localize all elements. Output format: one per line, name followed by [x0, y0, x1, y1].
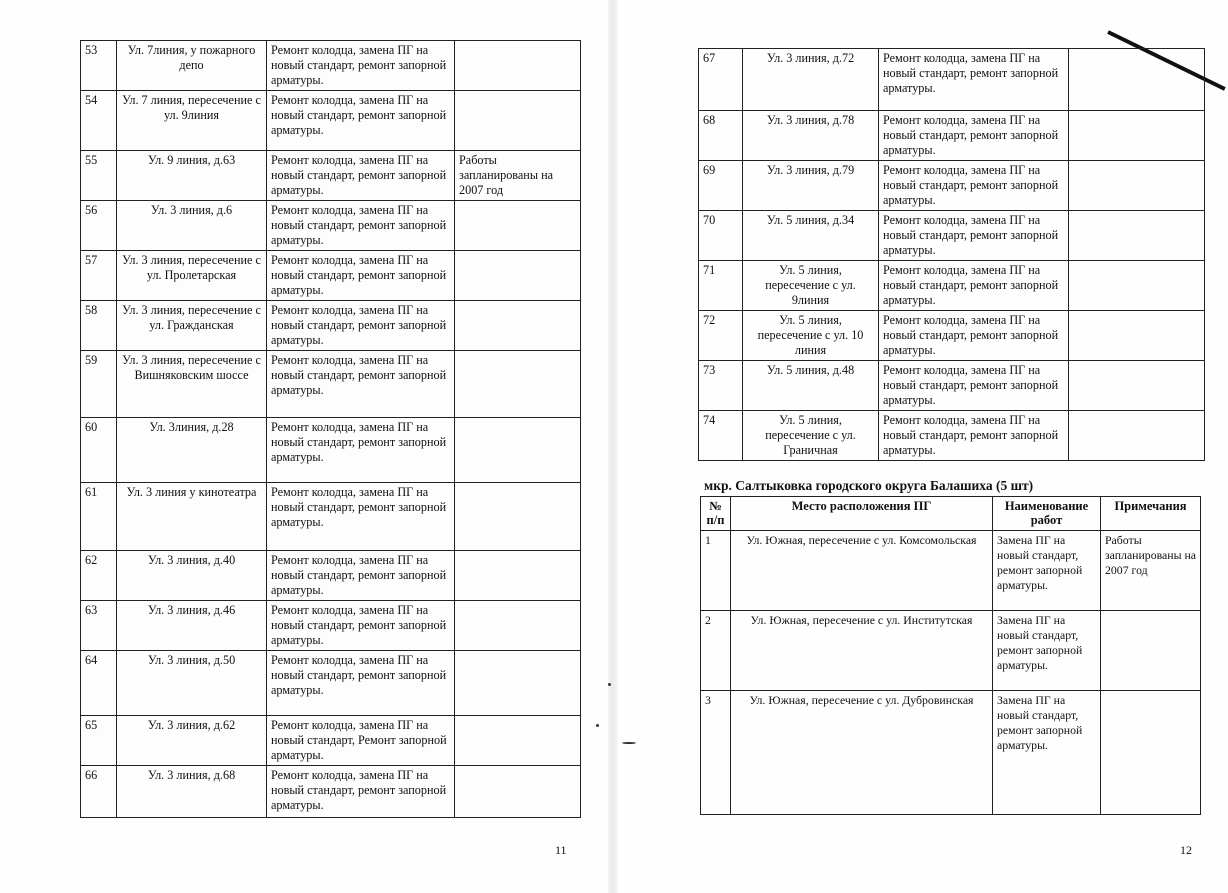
row-note: [455, 91, 581, 151]
row-note: [1069, 311, 1205, 361]
table-row: [699, 361, 1205, 411]
table-row: [701, 531, 1201, 611]
row-note: [455, 418, 581, 483]
row-number: 74: [699, 411, 743, 461]
row-location: Ул. 3 линия, д.46: [117, 601, 267, 651]
row-note: Работы запланированы на 2007 год: [455, 151, 581, 201]
table-row: [699, 161, 1205, 211]
table-row: [81, 41, 581, 91]
table-row: [81, 601, 581, 651]
row-number: 3: [701, 691, 731, 815]
header-work: Наименование работ: [993, 497, 1101, 531]
row-number: 1: [701, 531, 731, 611]
row-work: Ремонт колодца, замена ПГ на новый стандарт, ремонт запорной арматуры.: [879, 261, 1069, 311]
row-location: Ул. Южная, пересечение с ул. Комсомольская: [731, 531, 993, 611]
row-location: Ул. 5 линия, д.34: [743, 211, 879, 261]
row-work: Ремонт колодца, замена ПГ на новый стандарт, ремонт запорной арматуры.: [267, 91, 455, 151]
row-location: Ул. 5 линия, пересечение с ул. 9линия: [743, 261, 879, 311]
row-work: Ремонт колодца, замена ПГ на новый стандарт, ремонт запорной арматуры.: [879, 311, 1069, 361]
table-row: [81, 651, 581, 716]
row-number: 53: [81, 41, 117, 91]
saltykovka-title: мкр. Салтыковка городского округа Балашиха (5 шт): [704, 478, 1034, 493]
row-number: 58: [81, 301, 117, 351]
row-location: Ул. 3 линия, пересечение с ул. Пролетарская: [117, 251, 267, 301]
row-work: Замена ПГ на новый стандарт, ремонт запорной арматуры.: [993, 611, 1101, 691]
row-note: [455, 551, 581, 601]
table-row: [81, 716, 581, 766]
left-works-table: [80, 40, 581, 818]
page-gutter: [608, 0, 618, 893]
table-row: [81, 151, 581, 201]
row-number: 2: [701, 611, 731, 691]
row-number: 70: [699, 211, 743, 261]
row-note: [455, 716, 581, 766]
row-number: 55: [81, 151, 117, 201]
row-note: [1101, 691, 1201, 815]
row-location: Ул. 3линия, д.28: [117, 418, 267, 483]
row-number: 62: [81, 551, 117, 601]
row-number: 73: [699, 361, 743, 411]
table-row: [81, 201, 581, 251]
row-location: Ул. 3 линия, д.72: [743, 49, 879, 111]
row-note: [1101, 611, 1201, 691]
row-number: 72: [699, 311, 743, 361]
row-number: 66: [81, 766, 117, 818]
row-number: 63: [81, 601, 117, 651]
table-row: [81, 91, 581, 151]
row-number: 68: [699, 111, 743, 161]
row-location: Ул. 3 линия, д.79: [743, 161, 879, 211]
row-location: Ул. 3 линия у кинотеатра: [117, 483, 267, 551]
row-work: Ремонт колодца, замена ПГ на новый стандарт, ремонт запорной арматуры.: [267, 418, 455, 483]
row-work: Ремонт колодца, замена ПГ на новый стандарт, ремонт запорной арматуры.: [267, 766, 455, 818]
scan-speck: [622, 742, 636, 744]
row-number: 60: [81, 418, 117, 483]
row-location: Ул. 5 линия, д.48: [743, 361, 879, 411]
row-work: Ремонт колодца, замена ПГ на новый стандарт, ремонт запорной арматуры.: [267, 151, 455, 201]
row-work: Ремонт колодца, замена ПГ на новый стандарт, ремонт запорной арматуры.: [267, 551, 455, 601]
row-note: [455, 601, 581, 651]
row-location: Ул. 9 линия, д.63: [117, 151, 267, 201]
row-work: Ремонт колодца, замена ПГ на новый стандарт, ремонт запорной арматуры.: [267, 351, 455, 418]
row-work: Ремонт колодца, замена ПГ на новый стандарт, Ремонт запорной арматуры.: [267, 716, 455, 766]
page-number-right: 12: [1180, 843, 1192, 857]
row-work: Ремонт колодца, замена ПГ на новый стандарт, ремонт запорной арматуры.: [267, 301, 455, 351]
table-row: [701, 611, 1201, 691]
row-note: [1069, 211, 1205, 261]
table-header-row: [701, 497, 1201, 531]
row-work: Ремонт колодца, замена ПГ на новый стандарт, ремонт запорной арматуры.: [879, 411, 1069, 461]
row-note: [455, 766, 581, 818]
row-location: Ул. 5 линия, пересечение с ул. 10 линия: [743, 311, 879, 361]
scan-speck: [608, 683, 611, 686]
row-note: [455, 651, 581, 716]
header-num: № п/п: [701, 497, 731, 531]
table-row: [81, 351, 581, 418]
table-row: [699, 111, 1205, 161]
table-row: [81, 301, 581, 351]
row-location: Ул. 7линия, у пожарного депо: [117, 41, 267, 91]
row-number: 57: [81, 251, 117, 301]
row-note: [455, 201, 581, 251]
table-row: [81, 766, 581, 818]
row-location: Ул. 5 линия, пересечение с ул. Граничная: [743, 411, 879, 461]
header-note: Примечания: [1101, 497, 1201, 531]
saltykovka-table: [700, 496, 1201, 815]
row-location: Ул. 3 линия, д.50: [117, 651, 267, 716]
row-number: 69: [699, 161, 743, 211]
row-note: Работы запланированы на 2007 год: [1101, 531, 1201, 611]
row-number: 65: [81, 716, 117, 766]
row-note: [1069, 411, 1205, 461]
table-row: [699, 261, 1205, 311]
row-note: [1069, 49, 1205, 111]
row-note: [1069, 261, 1205, 311]
row-number: 54: [81, 91, 117, 151]
table-row: [699, 49, 1205, 111]
row-location: Ул. 3 линия, пересечение с Вишняковским шоссе: [117, 351, 267, 418]
table-row: [699, 411, 1205, 461]
row-location: Ул. 3 линия, д.6: [117, 201, 267, 251]
row-work: Ремонт колодца, замена ПГ на новый стандарт, ремонт запорной арматуры.: [267, 41, 455, 91]
row-note: [455, 483, 581, 551]
row-note: [1069, 161, 1205, 211]
row-work: Ремонт колодца, замена ПГ на новый стандарт, ремонт запорной арматуры.: [879, 361, 1069, 411]
row-work: Замена ПГ на новый стандарт, ремонт запорной арматуры.: [993, 691, 1101, 815]
row-note: [455, 41, 581, 91]
right-works-table: [698, 48, 1205, 461]
row-location: Ул. 3 линия, д.40: [117, 551, 267, 601]
page-number-left: 11: [555, 843, 567, 857]
row-number: 59: [81, 351, 117, 418]
row-location: Ул. 3 линия, д.78: [743, 111, 879, 161]
row-number: 64: [81, 651, 117, 716]
row-location: Ул. 3 линия, д.68: [117, 766, 267, 818]
row-work: Ремонт колодца, замена ПГ на новый стандарт, ремонт запорной арматуры.: [879, 211, 1069, 261]
row-number: 67: [699, 49, 743, 111]
row-note: [1069, 111, 1205, 161]
row-work: Замена ПГ на новый стандарт, ремонт запорной арматуры.: [993, 531, 1101, 611]
row-location: Ул. Южная, пересечение с ул. Дубровинская: [731, 691, 993, 815]
row-work: Ремонт колодца, замена ПГ на новый стандарт, ремонт запорной арматуры.: [879, 161, 1069, 211]
row-note: [455, 251, 581, 301]
row-work: Ремонт колодца, замена ПГ на новый стандарт, ремонт запорной арматуры.: [879, 111, 1069, 161]
row-work: Ремонт колодца, замена ПГ на новый стандарт, ремонт запорной арматуры.: [267, 201, 455, 251]
row-location: Ул. 3 линия, пересечение с ул. Гражданская: [117, 301, 267, 351]
table-row: [701, 691, 1201, 815]
row-number: 56: [81, 201, 117, 251]
row-work: Ремонт колодца, замена ПГ на новый стандарт, ремонт запорной арматуры.: [267, 483, 455, 551]
row-note: [1069, 361, 1205, 411]
row-work: Ремонт колодца, замена ПГ на новый стандарт, ремонт запорной арматуры.: [267, 251, 455, 301]
scan-speck: [596, 724, 599, 727]
table-row: [699, 211, 1205, 261]
table-row: [81, 551, 581, 601]
row-note: [455, 301, 581, 351]
row-work: Ремонт колодца, замена ПГ на новый стандарт, ремонт запорной арматуры.: [879, 49, 1069, 111]
table-row: [699, 311, 1205, 361]
row-location: Ул. 3 линия, д.62: [117, 716, 267, 766]
table-row: [81, 418, 581, 483]
header-location: Место расположения ПГ: [731, 497, 993, 531]
row-work: Ремонт колодца, замена ПГ на новый стандарт, ремонт запорной арматуры.: [267, 651, 455, 716]
table-row: [81, 483, 581, 551]
table-row: [81, 251, 581, 301]
row-work: Ремонт колодца, замена ПГ на новый стандарт, ремонт запорной арматуры.: [267, 601, 455, 651]
row-location: Ул. Южная, пересечение с ул. Институтская: [731, 611, 993, 691]
row-note: [455, 351, 581, 418]
row-number: 71: [699, 261, 743, 311]
row-number: 61: [81, 483, 117, 551]
row-location: Ул. 7 линия, пересечение с ул. 9линия: [117, 91, 267, 151]
